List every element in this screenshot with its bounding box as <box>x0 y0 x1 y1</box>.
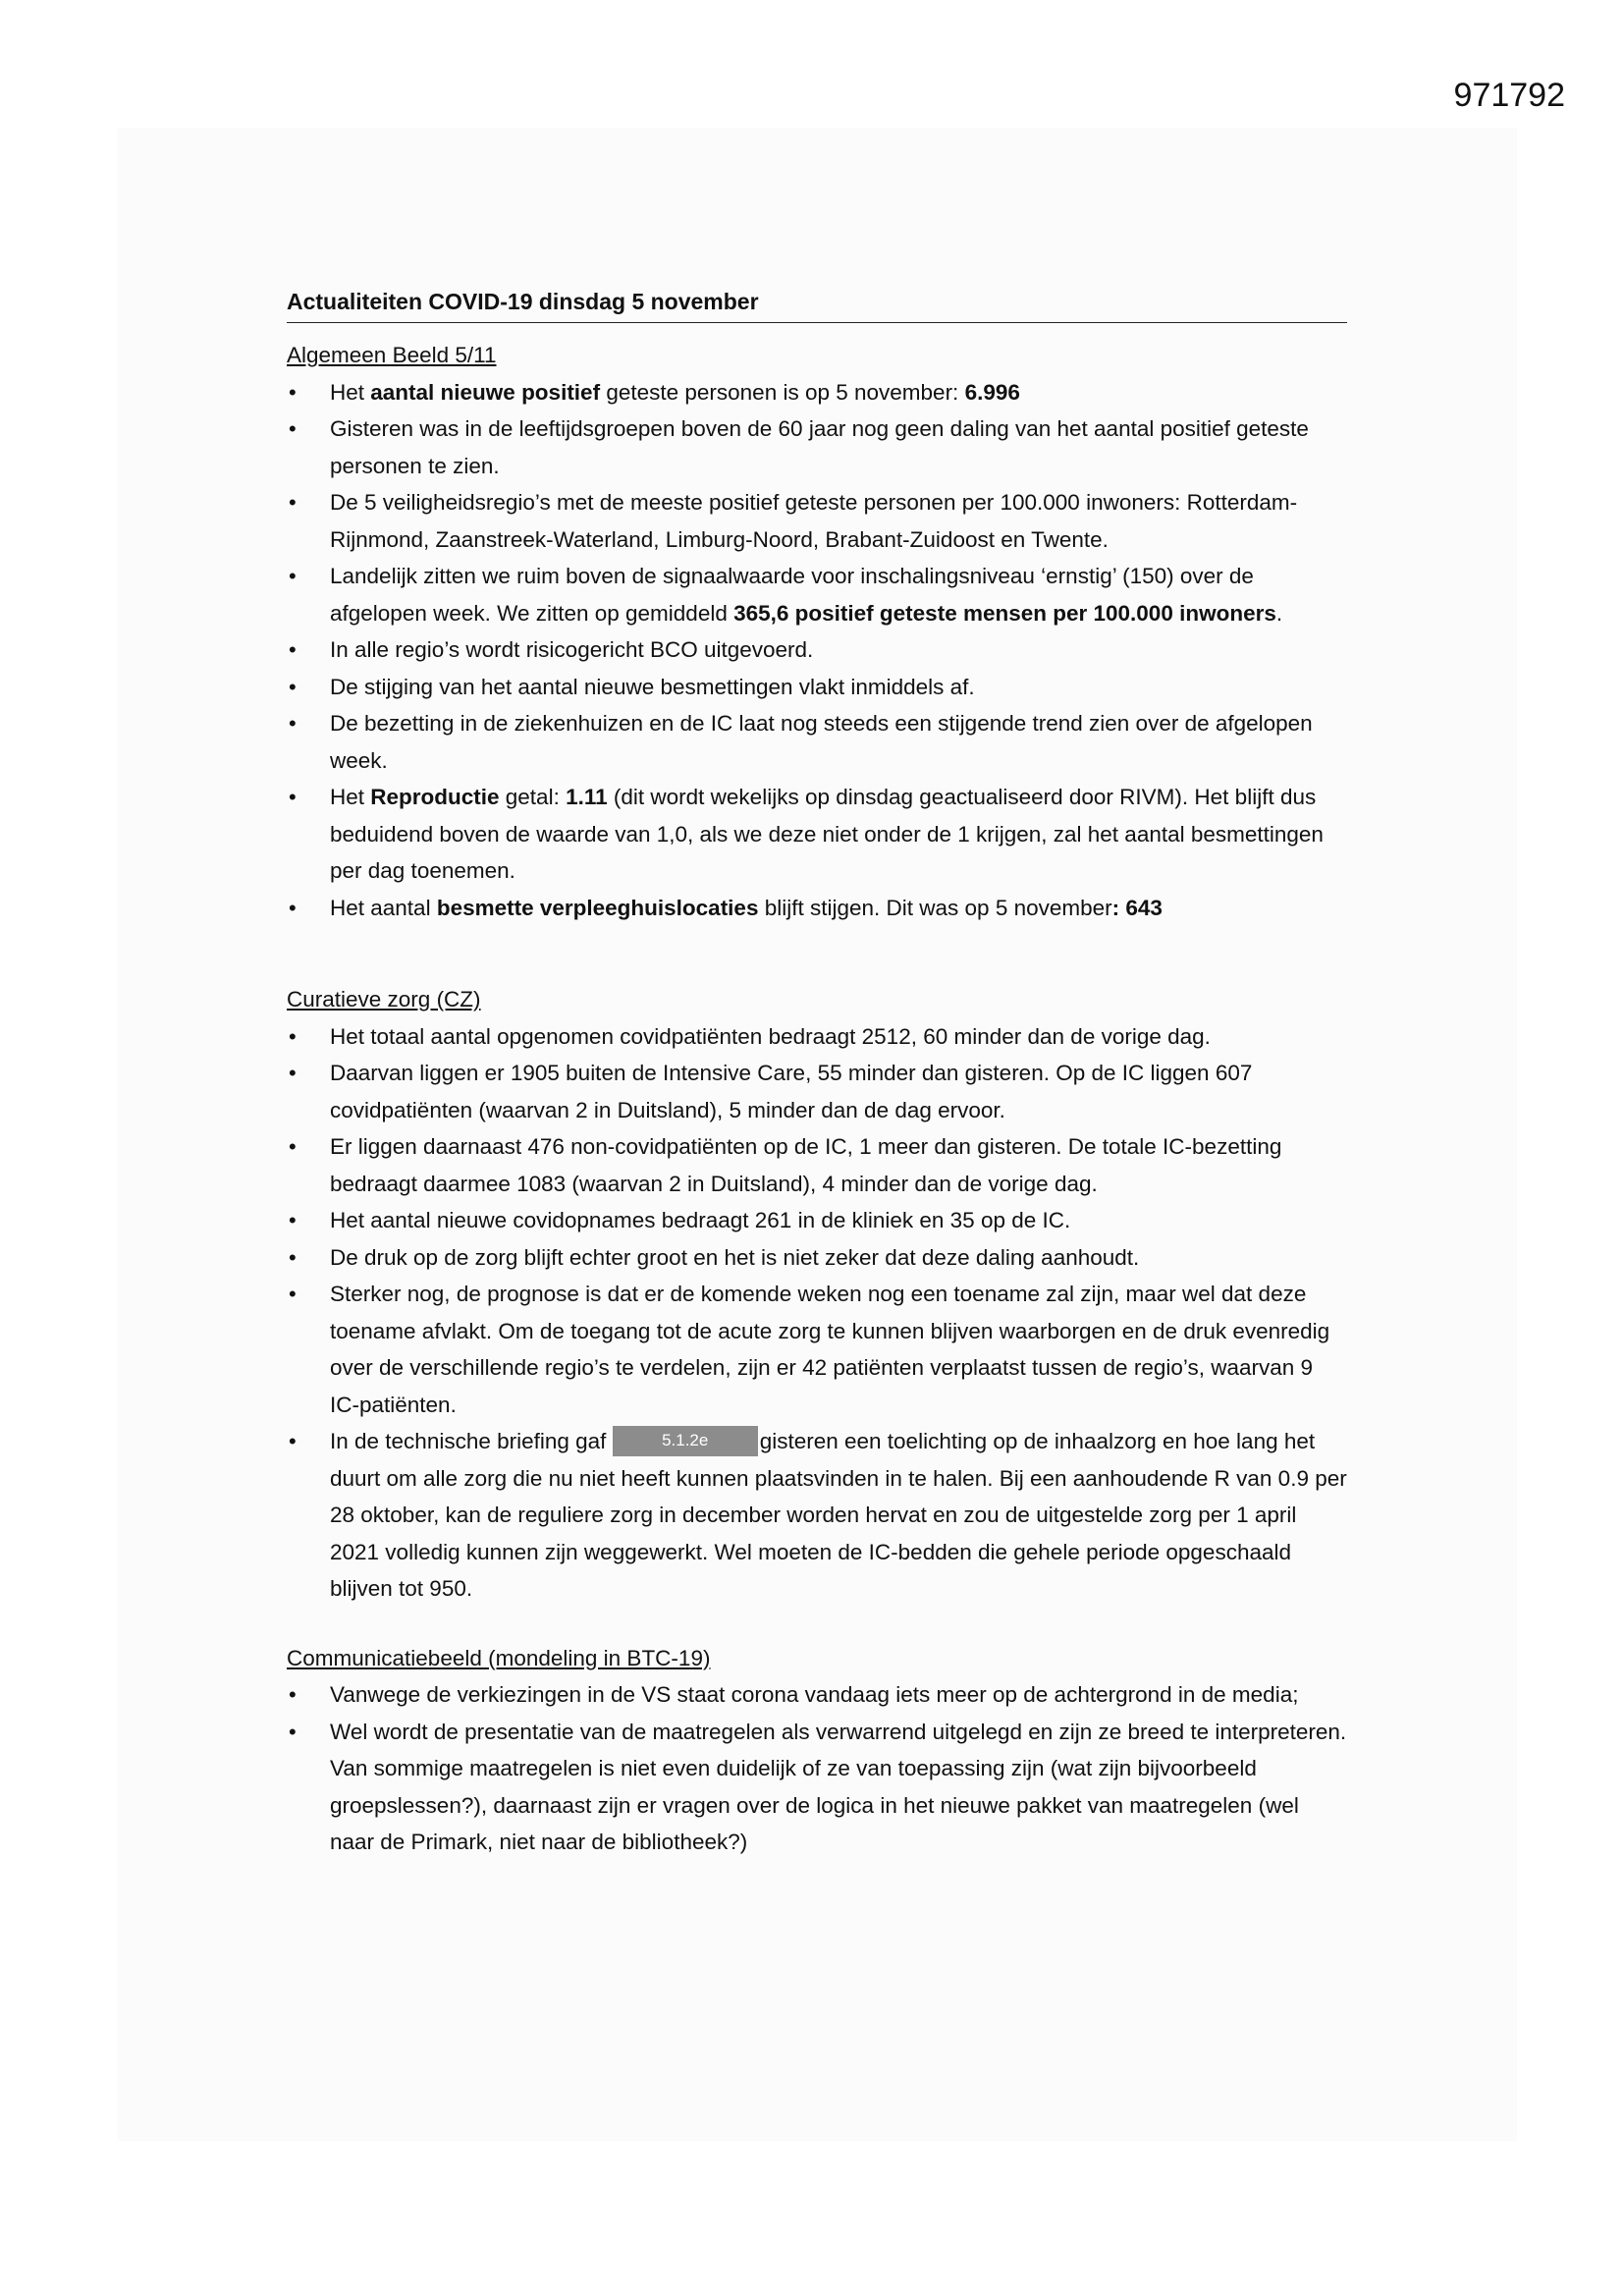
item-text: In alle regio’s wordt risicogericht BCO uitgevoerd. <box>330 637 814 662</box>
bullet-item <box>287 1239 1347 1277</box>
item-text: De 5 veiligheidsregio’s met de meeste positief geteste personen per 100.000 inwoners: Rotterdam-Rijnmond, Zaanstreek-Waterland, Limburg-Noord, Brabant-Zuidoost en Twente. <box>330 490 1298 552</box>
bullet-icon: • <box>289 1719 297 1744</box>
section-algemeen-beeld <box>287 337 1347 926</box>
bullet-item <box>287 1018 1347 1056</box>
bullet-icon: • <box>289 1282 297 1306</box>
bullet-item <box>287 374 1347 411</box>
bullet-item <box>287 890 1347 927</box>
redaction-box: 5.1.2e <box>613 1426 758 1456</box>
item-text: Gisteren was in de leeftijdsgroepen boven de 60 jaar nog geen daling van het aantal positief geteste personen te zien. <box>330 416 1309 478</box>
bullet-item <box>287 1276 1347 1423</box>
item-text: Wel wordt de presentatie van de maatregelen als verwarrend uitgelegd en zijn ze breed te interpreteren. Van sommige maatregelen is niet even duidelijk of ze van toepassing zijn (wat zijn bijvoorbeeld groepslessen?), daarnaast zijn er vragen over de logica in het nieuwe pakket van maatregelen (wel naar de Primark, niet naar de bibliotheek?) <box>330 1719 1347 1854</box>
bullet-item <box>287 1714 1347 1861</box>
bullet-icon: • <box>289 637 297 662</box>
item-text: Het aantal <box>330 895 437 920</box>
bullet-item <box>287 1423 1347 1608</box>
bullet-icon: • <box>289 1061 297 1085</box>
section-communicatiebeeld <box>287 1640 1347 1861</box>
item-text: . <box>1275 600 1283 626</box>
section-heading: Algemeen Beeld 5/11 <box>287 343 497 367</box>
item-text: Landelijk zitten we ruim boven de signaalwaarde voor inschalingsniveau ‘ernstig’ (150) over de afgelopen week. We zitten op gemiddeld <box>330 564 1254 626</box>
bullet-icon: • <box>289 1023 297 1049</box>
section-curatieve-zorg <box>287 981 1347 1608</box>
item-text: In de technische briefing gaf <box>330 1429 613 1453</box>
bullet-item <box>287 1676 1347 1714</box>
bullet-item <box>287 484 1347 558</box>
item-text: Vanwege de verkiezingen in de VS staat corona vandaag iets meer op de achtergrond in de media; <box>330 1682 1299 1707</box>
bullet-item <box>287 631 1347 669</box>
bullet-icon: • <box>289 1208 297 1232</box>
bullet-item <box>287 669 1347 706</box>
item-text: Het totaal aantal opgenomen covidpatiënten bedraagt 2512, 60 minder dan de vorige dag. <box>330 1023 1211 1049</box>
bullet-list <box>287 1018 1347 1608</box>
item-text: De bezetting in de ziekenhuizen en de IC laat nog steeds een stijgende trend zien over de afgelopen week. <box>330 711 1313 773</box>
section-heading: Curatieve zorg (CZ) <box>287 987 481 1011</box>
item-text: Het <box>330 379 371 405</box>
bullet-icon: • <box>289 711 297 736</box>
item-text: geteste personen is op 5 november: <box>600 379 965 405</box>
item-text: (dit wordt wekelijks op dinsdag geactualiseerd door RIVM). Het blijft dus beduidend boven de waarde van 1,0, als we deze niet onder de 1 krijgen, zal het aantal besmettingen per dag toenemen. <box>330 785 1324 883</box>
bullet-item <box>287 1055 1347 1128</box>
bold-text: 365,6 positief geteste mensen per 100.000 inwoners <box>733 600 1276 626</box>
bullet-item <box>287 410 1347 484</box>
document-title: Actualiteiten COVID-19 dinsdag 5 november <box>287 285 1347 323</box>
item-text: De stijging van het aantal nieuwe besmettingen vlakt inmiddels af. <box>330 674 975 699</box>
bullet-icon: • <box>289 490 297 515</box>
bullet-icon: • <box>289 416 297 441</box>
bullet-icon: • <box>289 1429 297 1453</box>
bullet-list <box>287 1676 1347 1861</box>
item-text: Het <box>330 785 371 809</box>
item-text: blijft stijgen. Dit was op 5 november <box>758 895 1112 920</box>
item-text: De druk op de zorg blijft echter groot en het is niet zeker dat deze daling aanhoudt. <box>330 1244 1140 1270</box>
item-text: Sterker nog, de prognose is dat er de komende weken nog een toename zal zijn, maar wel dat deze toename afvlakt. Om de toegang tot de acute zorg te kunnen blijven waarborgen en de druk evenredig over de verschillende regio’s te verdelen, zijn er 42 patiënten verplaatst tussen de regio’s, waarvan 9 IC-patiënten. <box>330 1282 1330 1417</box>
item-text: Er liggen daarnaast 476 non-covidpatiënten op de IC, 1 meer dan gisteren. De totale IC-bezetting bedraagt daarmee 1083 (waarvan 2 in Duitsland), 4 minder dan de vorige dag. <box>330 1134 1282 1196</box>
document-body <box>287 285 1347 1861</box>
section-heading: Communicatiebeeld (mondeling in BTC-19) <box>287 1645 711 1670</box>
bullet-item <box>287 705 1347 779</box>
item-text: gisteren een toelichting op de inhaalzorg en hoe lang het duurt om alle zorg die nu niet heeft kunnen plaatsvinden in te halen. Bij een aanhoudende R van 0.9 per 28 oktober, kan de reguliere zorg in december worden hervat en zou de uitgestelde zorg per 1 april 2021 volledig kunnen zijn weggewerkt. Wel moeten de IC-bedden die gehele periode opgeschaald blijven tot 950. <box>330 1429 1347 1601</box>
bullet-item <box>287 779 1347 890</box>
bullet-icon: • <box>289 1682 297 1707</box>
bold-text: : 643 <box>1111 895 1163 920</box>
bullet-item <box>287 558 1347 631</box>
bullet-item <box>287 1202 1347 1239</box>
bullet-list <box>287 374 1347 927</box>
bullet-icon: • <box>289 674 297 699</box>
bold-text: aantal nieuwe positief <box>370 379 601 405</box>
bullet-icon: • <box>289 1134 297 1159</box>
bullet-icon: • <box>289 1244 297 1270</box>
bold-text: besmette verpleeghuislocaties <box>436 895 759 920</box>
bullet-icon: • <box>289 564 297 588</box>
bullet-icon: • <box>289 785 297 809</box>
bold-text: 6.996 <box>964 379 1020 405</box>
item-text: getal: <box>499 785 567 809</box>
bullet-item <box>287 1128 1347 1202</box>
bold-text: 1.11 <box>566 785 608 809</box>
item-text: Het aantal nieuwe covidopnames bedraagt 261 in de kliniek en 35 op de IC. <box>330 1208 1071 1232</box>
document-number: 971792 <box>1453 77 1565 114</box>
item-text: Daarvan liggen er 1905 buiten de Intensive Care, 55 minder dan gisteren. Op de IC liggen 607 covidpatiënten (waarvan 2 in Duitsland), 5 minder dan de dag ervoor. <box>330 1061 1253 1122</box>
bold-text: Reproductie <box>370 785 500 809</box>
bullet-icon: • <box>289 379 297 405</box>
bullet-icon: • <box>289 895 297 920</box>
